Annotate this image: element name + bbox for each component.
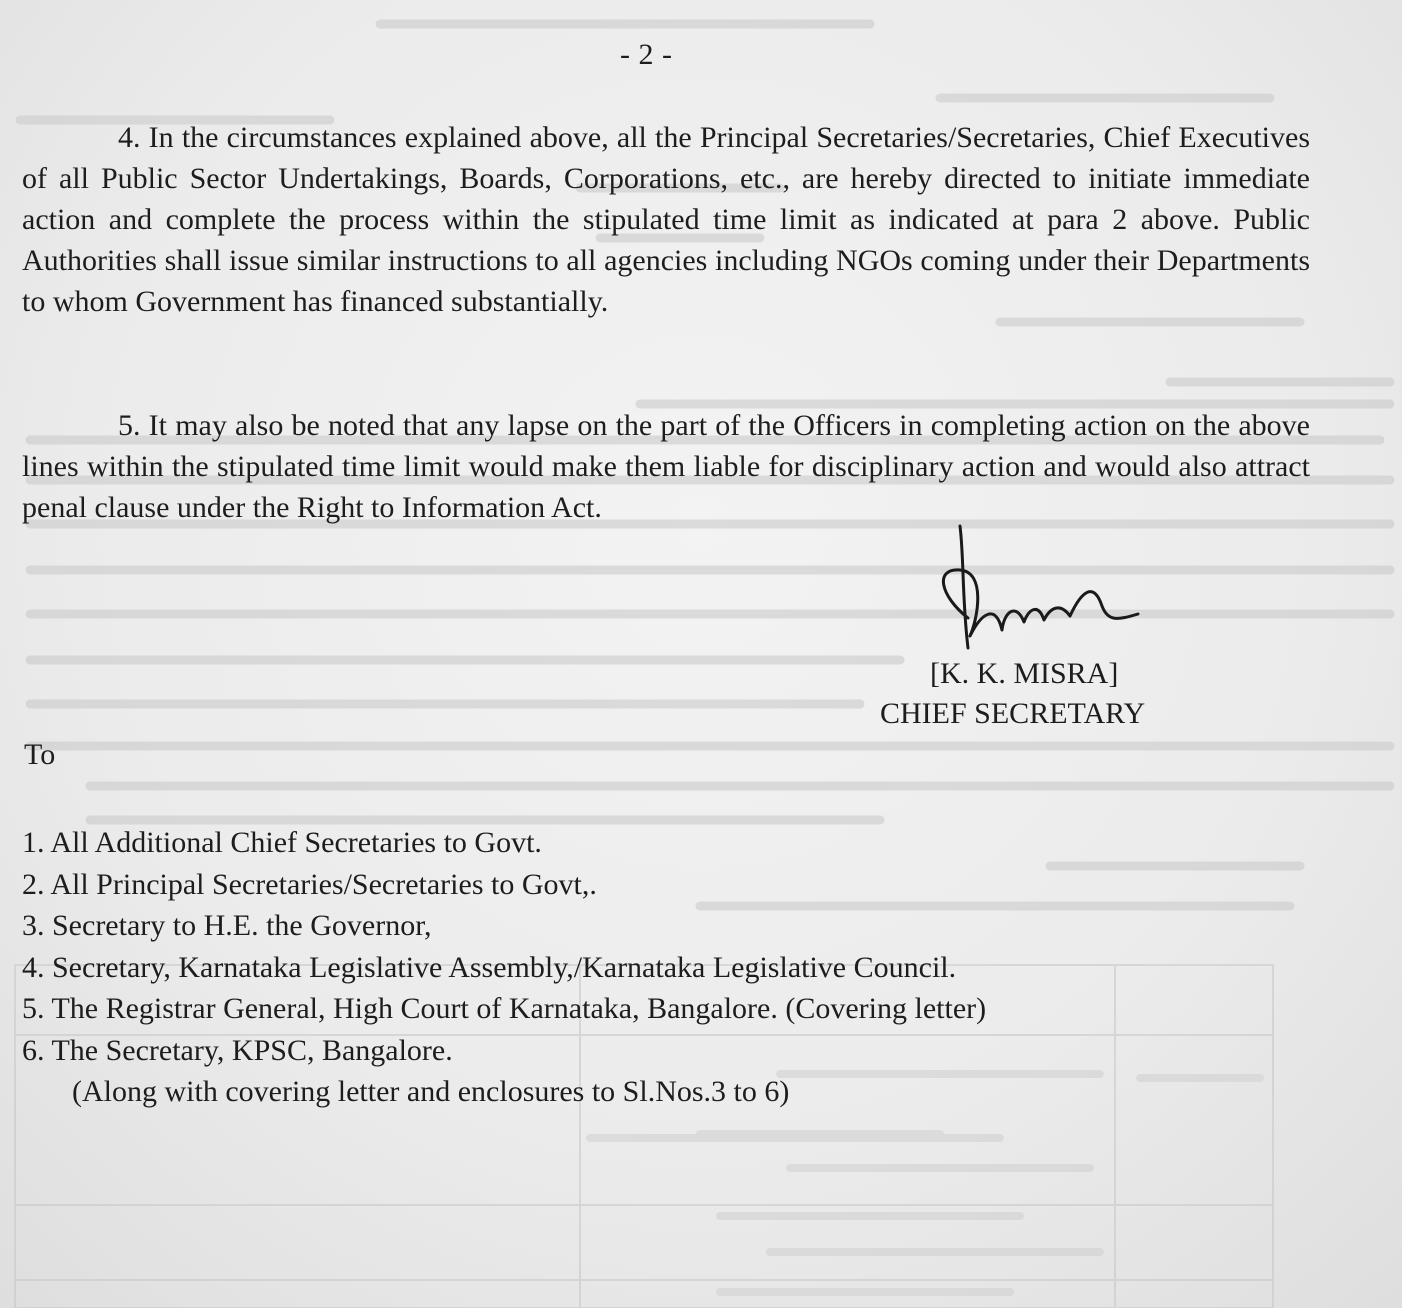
recipient-list [22, 822, 986, 1113]
recipient-item: 3. Secretary to H.E. the Governor, [22, 909, 432, 942]
signatory-name: [K. K. MISRA] [930, 657, 1119, 690]
recipient-item: 6. The Secretary, KPSC, Bangalore. [22, 1033, 453, 1067]
recipient-item: 5. The Registrar General, High Court of Karnataka, Bangalore. (Covering letter) [22, 992, 987, 1025]
handwritten-signature [920, 518, 1160, 668]
paragraph-4: 4. In the circumstances explained above, all the Principal Secretaries/Secretaries, Chief Executives of all Public Sector Undertakings, Boards, Corporations, etc., are hereby directed to initiate immediate action and complete the process within the stipulated time limit as indicated at para 2 above. Public Authorities shall issue similar instructions to all agencies including NGOs coming under their Departments to whom Government has financed substantially. [22, 121, 1310, 318]
signatory-title: CHIEF SECRETARY [880, 697, 1146, 730]
recipients-note: (Along with covering letter and enclosures to Sl.Nos.3 to 6) [72, 1075, 790, 1108]
recipient-item: 1. All Additional Chief Secretaries to Govt. [22, 826, 542, 859]
to-label: To [24, 738, 56, 771]
recipient-item: 2. All Principal Secretaries/Secretaries to Govt,. [22, 867, 597, 901]
paragraph-5: 5. It may also be noted that any lapse on the part of the Officers in completing action on the above lines within the stipulated time limit would make them liable for disciplinary action and would also attract penal clause under the Right to Information Act. [22, 409, 1310, 524]
page-number: - 2 - [620, 38, 673, 71]
recipient-item: 4. Secretary, Karnataka Legislative Assembly,/Karnataka Legislative Council. [22, 950, 957, 984]
